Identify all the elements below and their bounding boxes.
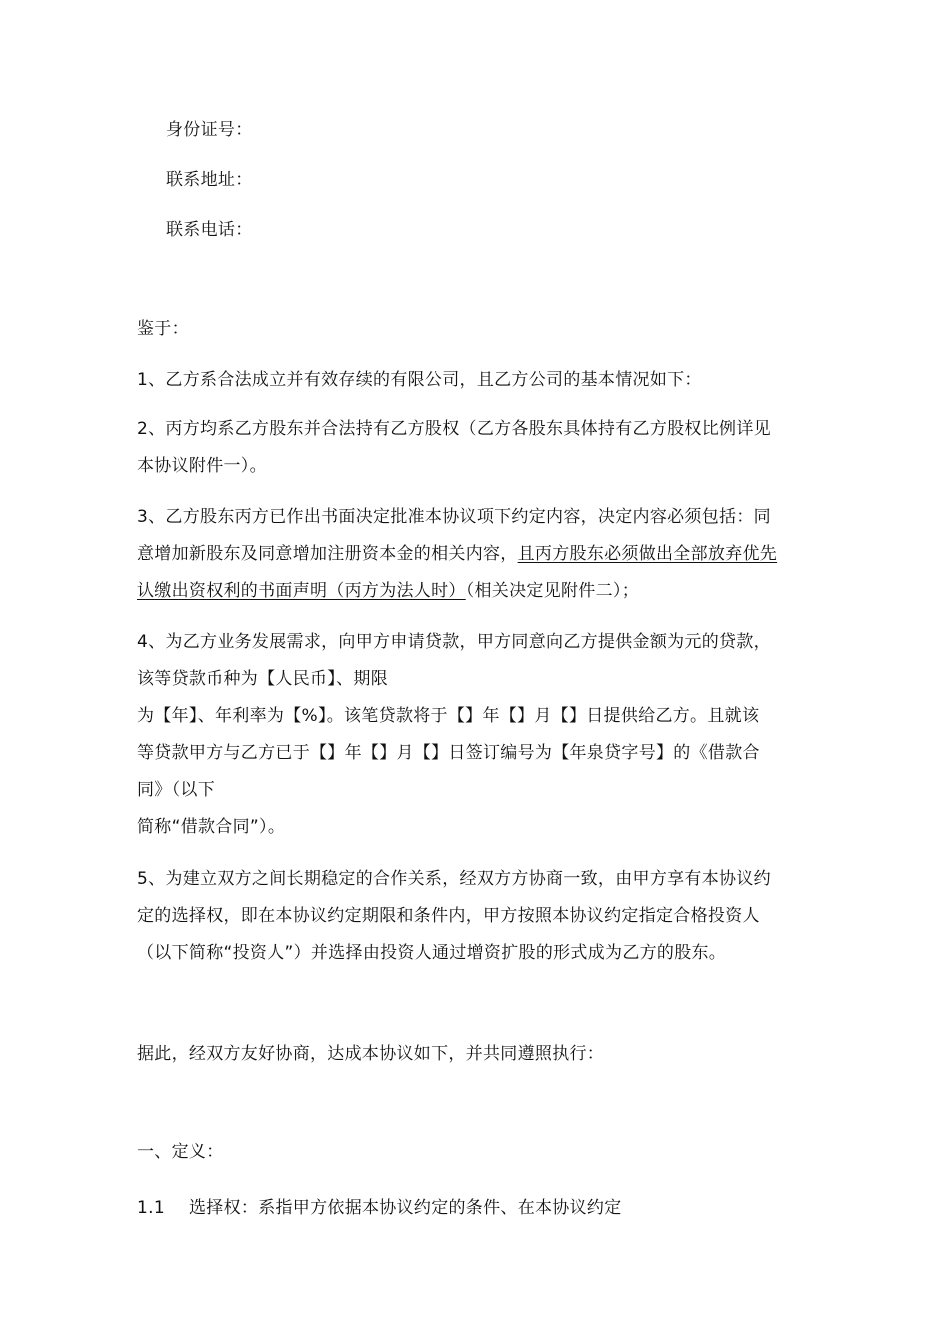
recital-item-2-line-1: 2、丙方均系乙方股东并合法持有乙方股权（乙方各股东具体持有乙方股权比例详见 xyxy=(137,419,771,439)
recital-item-4-line-5: 同》（以下 xyxy=(137,780,215,800)
recital-item-3-underlined-text-cont: 认缴出资权利的书面声明（丙方为法人时） xyxy=(137,581,466,601)
section-1-heading: 一、定义： xyxy=(137,1142,224,1162)
recital-item-3-line-1: 3、乙方股东丙方已作出书面决定批准本协议项下约定内容，决定内容必须包括：同 xyxy=(137,507,771,527)
address-field: 联系地址： xyxy=(166,170,253,190)
agreement-intro: 据此，经双方友好协商，达成本协议如下，并共同遵照执行： xyxy=(137,1044,605,1064)
recital-item-2-line-2: 本协议附件一）。 xyxy=(137,456,267,476)
id-number-field: 身份证号： xyxy=(166,120,253,140)
clause-number: 1.1 xyxy=(137,1198,165,1218)
recital-item-5-line-2: 定的选择权，即在本协议约定期限和条件内，甲方按照本协议约定指定合格投资人 xyxy=(137,906,760,926)
clause-text: 选择权：系指甲方依据本协议约定的条件、在本协议约定 xyxy=(189,1198,622,1218)
phone-field: 联系电话： xyxy=(166,220,253,240)
recital-item-3-line-2 xyxy=(137,542,777,566)
recital-item-3-attachment-ref: （相关决定见附件二）； xyxy=(465,581,640,601)
recital-item-4-line-4: 等贷款甲方与乙方已于【】年【】月【】日签订编号为【年泉贷字号】的《借款合 xyxy=(137,743,760,763)
recital-item-3-underlined-text: 且丙方股东必须做出全部放弃优先 xyxy=(517,544,778,564)
recital-item-4-line-3: 为【年】、年利率为【%】。该笔贷款将于【】年【】月【】日提供给乙方。且就该 xyxy=(137,706,760,726)
recital-item-1: 1、乙方系合法成立并有效存续的有限公司，且乙方公司的基本情况如下： xyxy=(137,370,702,390)
recitals-heading: 鉴于： xyxy=(137,319,189,339)
recital-item-4-line-1: 4、为乙方业务发展需求，向甲方申请贷款，甲方同意向乙方提供金额为元的贷款， xyxy=(137,632,771,652)
recital-item-5-line-3: （以下简称“投资人”）并选择由投资人通过增资扩股的形式成为乙方的股东。 xyxy=(137,943,727,963)
recital-item-4-line-2: 该等贷款币种为【人民币】、期限 xyxy=(137,669,388,689)
recital-item-4-line-6: 简称“借款合同”）。 xyxy=(137,817,286,837)
clause-1-1 xyxy=(137,1196,622,1220)
recital-item-3-plain-text: 意增加新股东及同意增加注册资本金的相关内容， xyxy=(137,544,518,564)
recital-item-3-line-3 xyxy=(137,579,639,603)
recital-item-5-line-1: 5、为建立双方之间长期稳定的合作关系，经双方方协商一致，由甲方享有本协议约 xyxy=(137,869,771,889)
